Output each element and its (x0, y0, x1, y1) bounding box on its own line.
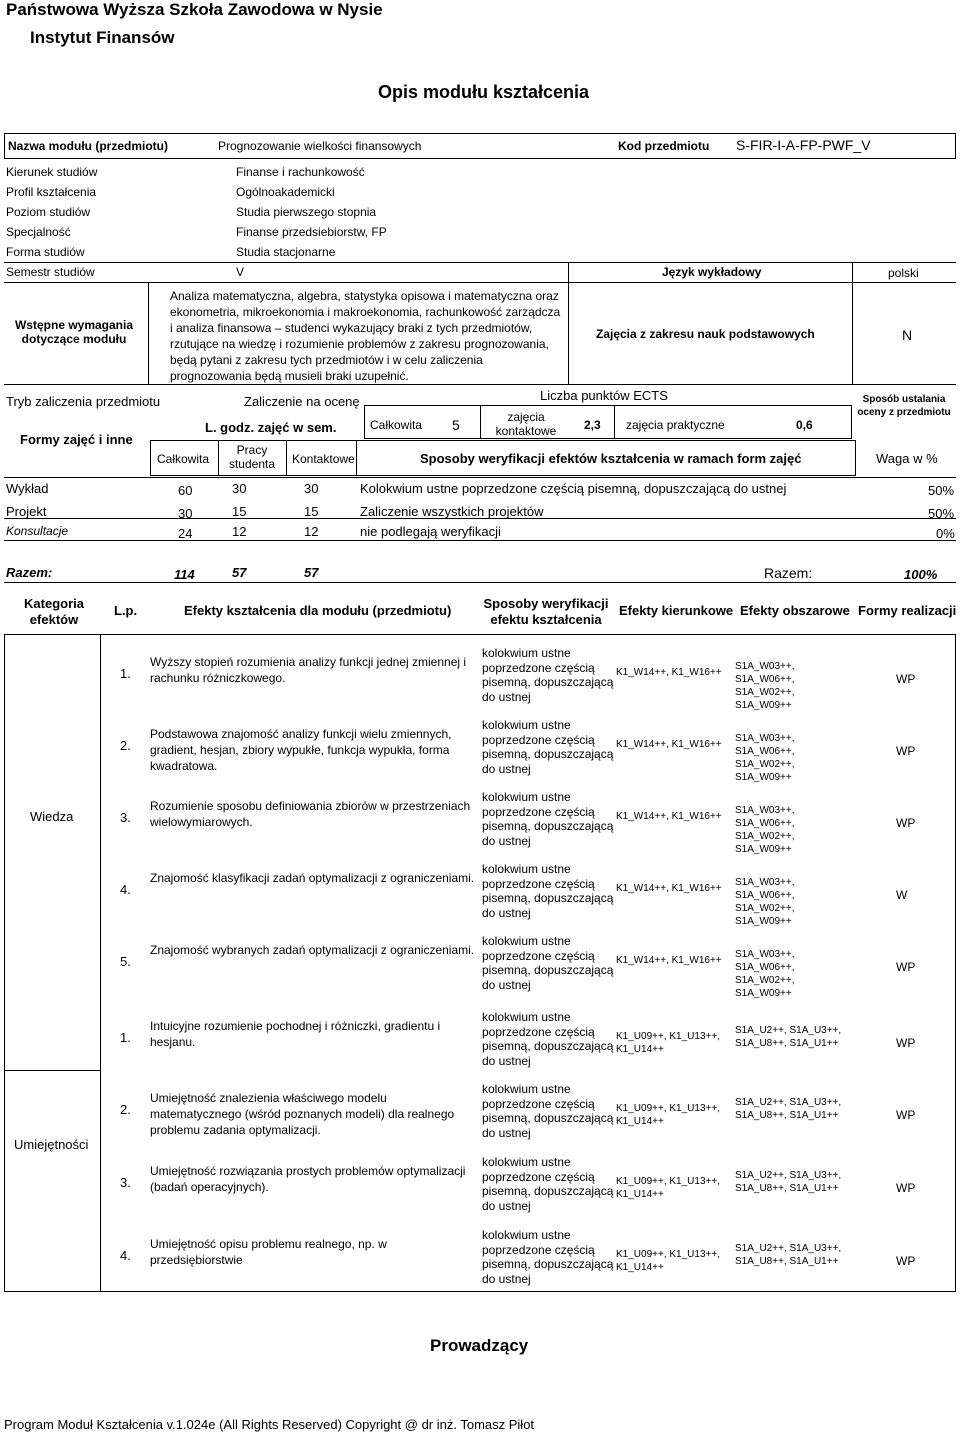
form-weight: 50% (928, 483, 955, 498)
outcome-verification: kolokwium ustne poprzedzone częścią pisemną, dopuszczającą do ustnej (482, 934, 614, 992)
totals-label: Razem: (6, 565, 53, 580)
outcome-area-effects: S1A_U2++, S1A_U3++, S1A_U8++, S1A_U1++ (735, 1243, 842, 1267)
divider (480, 405, 481, 439)
outcome-verification: kolokwium ustne poprzedzone częścią pisemną, dopuszczającą do ustnej (482, 1155, 614, 1213)
outcome-form: WP (896, 672, 916, 686)
outcome-field-effects: K1_W14++, K1_W16++ (616, 739, 722, 750)
totals-label-2: Razem: (764, 565, 813, 581)
info-value: Finanse i rachunkowość (236, 165, 365, 179)
form-student: 12 (232, 524, 247, 539)
divider (4, 582, 956, 583)
outcome-form: W (896, 888, 908, 902)
divider (852, 262, 853, 282)
outcome-form: WP (896, 960, 916, 974)
divider (100, 634, 101, 1292)
info-label: Forma studiów (6, 245, 85, 259)
col-student-header: Pracy studenta (228, 443, 276, 471)
outcome-area-effects: S1A_W03++, S1A_W06++, S1A_W02++, S1A_W09++ (735, 805, 795, 855)
outcomes-lp-header: L.p. (114, 603, 138, 618)
ects-contact-label: zajęcia kontaktowe (495, 410, 557, 438)
outcome-text: Rozumienie sposobu definiowania zbiorów w przestrzeniach wielowymiarowych. (150, 799, 471, 829)
divider (4, 262, 956, 263)
outcome-text: Wyższy stopień rozumienia analizy funkcji jednej zmiennej i rachunku różniczkowego. (150, 655, 467, 685)
ects-total-label: Całkowita (370, 418, 423, 432)
semester-value: V (236, 265, 245, 279)
outcome-field-effects: K1_U09++, K1_U13++, K1_U14++ (616, 1249, 720, 1273)
semester-label: Semestr studiów (6, 265, 95, 279)
divider (4, 384, 956, 385)
category-skills: Umiejętności (14, 1137, 89, 1152)
module-code-label: Kod przedmiotu (618, 139, 710, 153)
outcomes-verification-header: Sposoby weryfikacji efektu kształcenia (483, 596, 609, 627)
totals-total: 114 (174, 567, 195, 582)
outcome-lp: 1. (120, 666, 131, 681)
basic-sciences-value: N (902, 327, 913, 343)
outcome-field-effects: K1_W14++, K1_W16++ (616, 883, 722, 894)
prerequisites-text: Analiza matematyczna, algebra, statystyka opisowa i matematyczna oraz ekonometria, mikroekonomia i makroekonomia, rachunkowość zarządcza i analiza finansowa – studenci wykazujący braki z tych przedmiotów, rzutujące na wiedzę i rozumienie problemów z zakresu prognozowania, będą pytani z zakresu tych przedmiotów i w celu zaliczenia prognozowania będą musieli braki uzupełnić. (170, 289, 561, 383)
outcomes-category-header: Kategoria efektów (24, 596, 84, 627)
outcome-lp: 2. (120, 738, 131, 753)
form-total: 30 (178, 506, 193, 521)
basic-sciences-label: Zajęcia z zakresu nauk podstawowych (596, 327, 815, 341)
lecturers-heading: Prowadzący (430, 1336, 529, 1355)
divider (286, 440, 287, 476)
outcome-area-effects: S1A_W03++, S1A_W06++, S1A_W02++, S1A_W09++ (735, 949, 795, 999)
outcome-form: WP (896, 1254, 916, 1268)
divider (614, 405, 615, 439)
form-total: 60 (178, 483, 193, 498)
document-title: Opis modułu kształcenia (378, 82, 590, 102)
outcome-lp: 3. (120, 810, 131, 825)
module-code-value: S-FIR-I-A-FP-PWF_V (736, 137, 871, 153)
ects-practical-label: zajęcia praktyczne (626, 418, 725, 432)
outcome-verification: kolokwium ustne poprzedzone częścią pisemną, dopuszczającą do ustnej (482, 862, 614, 920)
outcome-field-effects: K1_U09++, K1_U13++, K1_U14++ (616, 1103, 720, 1127)
divider (356, 440, 357, 476)
outcome-text: Znajomość klasyfikacji zadań optymalizacji z ograniczeniami. (150, 871, 475, 885)
info-value: Studia pierwszego stopnia (236, 205, 377, 219)
form-contact: 30 (304, 481, 319, 496)
info-label: Specjalność (6, 225, 71, 239)
outcomes-area-header: Efekty obszarowe (740, 603, 850, 618)
outcome-text: Podstawowa znajomość analizy funkcji wielu zmiennych, gradient, hesjan, zbiory wypukłe, funkcja wypukła, forma kwadratowa. (150, 727, 452, 773)
totals-student: 57 (232, 565, 247, 580)
outcome-field-effects: K1_U09++, K1_U13++, K1_U14++ (616, 1031, 720, 1055)
info-value: Ogólnoakademicki (236, 185, 335, 199)
info-label: Profil kształcenia (6, 185, 97, 199)
verification-header: Sposoby weryfikacji efektów kształcenia w ramach form zajęć (420, 451, 802, 466)
outcome-field-effects: K1_W14++, K1_W16++ (616, 955, 722, 966)
form-method: nie podlegają weryfikacji (360, 524, 501, 539)
form-name: Wykład (6, 481, 49, 496)
outcome-verification: kolokwium ustne poprzedzone częścią pisemną, dopuszczającą do ustnej (482, 1228, 614, 1286)
outcome-lp: 5. (120, 954, 131, 969)
grading-method-label: Sposób ustalania oceny z przedmiotu (857, 394, 951, 418)
forms-label: Formy zajęć i inne (20, 432, 133, 447)
info-label: Kierunek studiów (6, 165, 98, 179)
divider (4, 477, 956, 478)
outcome-form: WP (896, 1036, 916, 1050)
outcome-text: Umiejętność znalezienia właściwego modelu matematycznego (wśród poznanych modeli) dla realnego problemu zadania optymalizacji. (150, 1091, 455, 1137)
outcome-lp: 2. (120, 1102, 131, 1117)
divider (852, 282, 853, 384)
outcome-form: WP (896, 1108, 916, 1122)
outcome-area-effects: S1A_U2++, S1A_U3++, S1A_U8++, S1A_U1++ (735, 1170, 842, 1194)
ects-contact-value: 2,3 (584, 418, 601, 432)
divider (4, 540, 956, 541)
credit-mode-label: Tryb zaliczenia przedmiotu (6, 394, 161, 409)
outcome-field-effects: K1_W14++, K1_W16++ (616, 667, 722, 678)
totals-percent: 100% (904, 567, 938, 582)
divider (568, 282, 569, 384)
col-contact-header: Kontaktowe (292, 452, 355, 466)
totals-contact: 57 (304, 565, 319, 580)
outcome-lp: 4. (120, 882, 131, 897)
outcome-text: Umiejętność opisu problemu realnego, np. w przedsiębiorstwie (150, 1237, 387, 1267)
divider (148, 282, 149, 384)
outcome-area-effects: S1A_W03++, S1A_W06++, S1A_W02++, S1A_W09++ (735, 877, 795, 927)
info-value: Finanse przedsiebiorstw, FP (236, 225, 387, 239)
outcome-verification: kolokwium ustne poprzedzone częścią pisemną, dopuszczającą do ustnej (482, 1010, 614, 1068)
form-contact: 15 (304, 504, 319, 519)
outcome-text: Intuicyjne rozumienie pochodnej i różniczki, gradientu i hesjanu. (150, 1019, 441, 1049)
category-knowledge: Wiedza (30, 809, 74, 824)
outcomes-field-header: Efekty kierunkowe (619, 603, 734, 618)
form-student: 30 (232, 481, 247, 496)
form-contact: 12 (304, 524, 319, 539)
prerequisites-label: Wstępne wymagania dotyczące modułu (14, 318, 134, 346)
ects-total-value: 5 (452, 417, 460, 433)
outcome-text: Znajomość wybranych zadań optymalizacji z ograniczeniami. (150, 943, 475, 957)
institute-name: Instytut Finansów (30, 28, 175, 47)
module-name-value: Prognozowanie wielkości finansowych (218, 139, 422, 153)
form-method: Kolokwium ustne poprzedzone częścią pisemną, dopuszczającą do ustnej (360, 481, 787, 496)
form-name: Konsultacje (6, 524, 69, 538)
divider (568, 262, 569, 282)
outcome-lp: 1. (120, 1030, 131, 1045)
outcome-lp: 4. (120, 1248, 131, 1263)
form-weight: 0% (936, 526, 955, 541)
outcome-form: WP (896, 744, 916, 758)
outcome-verification: kolokwium ustne poprzedzone częścią pisemną, dopuszczającą do ustnej (482, 1082, 614, 1140)
form-student: 15 (232, 504, 247, 519)
form-method: Zaliczenie wszystkich projektów (360, 504, 544, 519)
divider (4, 1070, 100, 1071)
outcome-verification: kolokwium ustne poprzedzone częścią pisemną, dopuszczającą do ustnej (482, 646, 614, 704)
ects-practical-value: 0,6 (796, 418, 813, 432)
ects-box (364, 405, 852, 439)
language-label: Język wykładowy (662, 265, 762, 279)
divider (218, 440, 219, 476)
info-value: Studia stacjonarne (236, 245, 336, 259)
form-name: Projekt (6, 504, 47, 519)
divider (4, 282, 956, 283)
outcome-area-effects: S1A_W03++, S1A_W06++, S1A_W02++, S1A_W09++ (735, 661, 795, 711)
outcome-field-effects: K1_W14++, K1_W16++ (616, 811, 722, 822)
outcome-area-effects: S1A_U2++, S1A_U3++, S1A_U8++, S1A_U1++ (735, 1025, 842, 1049)
module-name-label: Nazwa modułu (przedmiotu) (8, 139, 168, 153)
outcomes-forms-header: Formy realizacji (858, 603, 957, 618)
ects-label: Liczba punktów ECTS (540, 388, 668, 403)
outcome-text: Umiejętność rozwiązania prostych problemów optymalizacji (badań operacyjnych). (150, 1164, 466, 1194)
form-total: 24 (178, 526, 193, 541)
outcome-verification: kolokwium ustne poprzedzone częścią pisemną, dopuszczającą do ustnej (482, 790, 614, 848)
form-weight: 50% (928, 506, 955, 521)
school-name: Państwowa Wyższa Szkoła Zawodowa w Nysie (6, 0, 383, 19)
weight-header: Waga w % (876, 451, 938, 466)
language-value: polski (888, 266, 919, 280)
credit-mode-value: Zaliczenie na ocenę (244, 394, 360, 409)
col-total-header: Całkowita (157, 452, 210, 466)
outcome-field-effects: K1_U09++, K1_U13++, K1_U14++ (616, 1176, 720, 1200)
program-footer: Program Moduł Kształcenia v.1.024e (All Rights Reserved) Copyright @ dr inż. Tomasz Piłot (4, 1417, 535, 1432)
outcome-form: WP (896, 1181, 916, 1195)
info-label: Poziom studiów (6, 205, 91, 219)
outcome-form: WP (896, 816, 916, 830)
outcome-lp: 3. (120, 1175, 131, 1190)
outcome-area-effects: S1A_W03++, S1A_W06++, S1A_W02++, S1A_W09++ (735, 733, 795, 783)
outcomes-effects-header: Efekty kształcenia dla modułu (przedmiotu) (184, 603, 452, 618)
outcome-area-effects: S1A_U2++, S1A_U3++, S1A_U8++, S1A_U1++ (735, 1097, 842, 1121)
hours-label: L. godz. zajęć w sem. (205, 420, 337, 435)
outcome-verification: kolokwium ustne poprzedzone częścią pisemną, dopuszczającą do ustnej (482, 718, 614, 776)
